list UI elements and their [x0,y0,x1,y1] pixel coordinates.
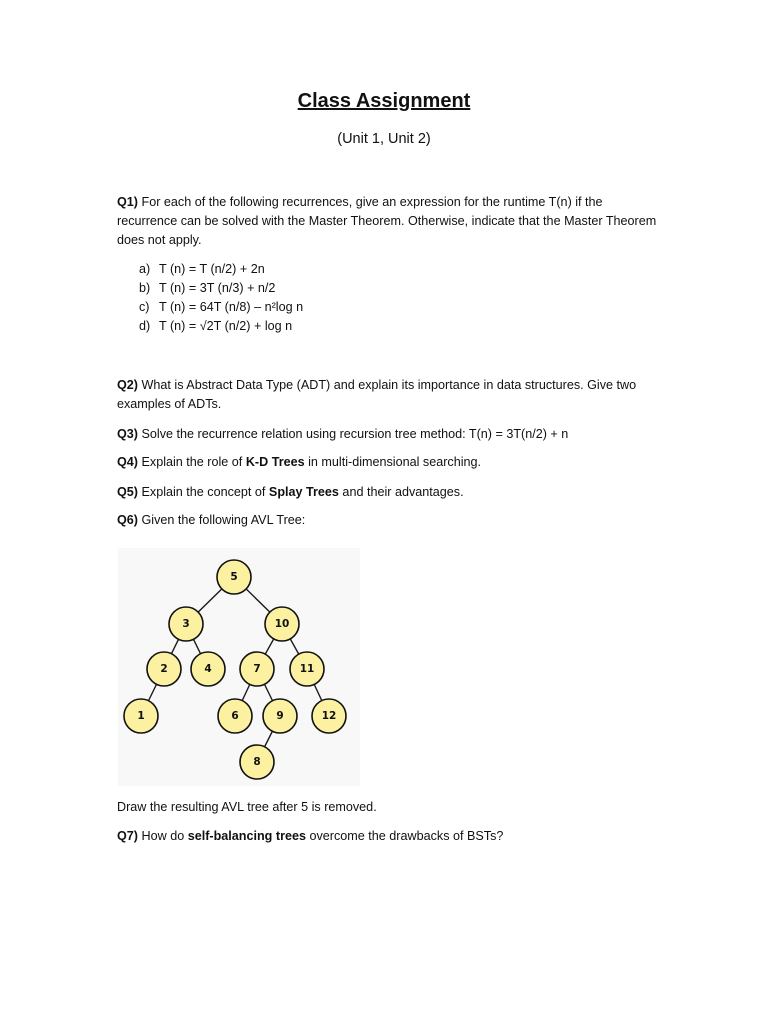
question-4-label: Q4) [117,455,138,469]
question-1-text: For each of the following recurrences, give an expression for the runtime T(n) if the recurrence can be solved with the Master Theorem. Otherwise, indicate that the Master Theorem does not apply. [117,195,657,247]
question-1 [117,193,662,250]
question-4-pre: Explain the role of [138,455,246,469]
avl-tree-diagram [118,548,360,786]
tree-node-5 [217,560,251,594]
question-3 [117,425,662,444]
question-7 [117,827,662,846]
svg-text:3: 3 [182,618,190,630]
svg-text:11: 11 [299,663,315,675]
question-5-pre: Explain the concept of [138,485,269,499]
q1-item-a [139,260,265,279]
question-7-label: Q7) [117,829,138,843]
tree-node-10 [265,607,299,641]
question-5-label: Q5) [117,485,138,499]
svg-text:9: 9 [276,710,284,722]
question-7-keyword: self-balancing trees [187,829,306,843]
avl-tree-figure [118,548,360,786]
question-6 [117,511,662,530]
q1-item-d [139,317,292,336]
tree-node-8 [240,745,274,779]
page-subtitle: (Unit 1, Unit 2) [337,131,431,147]
question-2-label: Q2) [117,378,138,392]
tree-node-4 [191,652,225,686]
question-4 [117,453,662,472]
question-3-label: Q3) [117,427,138,441]
tree-node-9 [263,699,297,733]
tree-node-11 [290,652,324,686]
question-5-post: and their advantages. [338,485,464,499]
q1-item-b [139,279,275,298]
question-5-keyword: Splay Trees [268,485,339,499]
svg-text:6: 6 [231,710,239,722]
svg-text:5: 5 [230,571,238,583]
svg-text:4: 4 [204,663,212,675]
question-6-label: Q6) [117,513,138,527]
tree-node-1 [124,699,158,733]
question-2 [117,376,662,414]
question-5 [117,483,662,502]
tree-node-6 [218,699,252,733]
q1-item-c-label: c) [139,300,150,314]
question-3-text: Solve the recurrence relation using recursion tree method: T(n) = 3T(n/2) + n [138,427,569,441]
tree-node-2 [147,652,181,686]
q1-item-d-label: d) [139,319,151,333]
q1-item-a-text: T (n) = T (n/2) + 2n [159,262,265,276]
q1-item-a-label: a) [139,262,151,276]
question-4-keyword: K-D Trees [245,455,305,469]
svg-text:1: 1 [137,710,145,722]
tree-node-12 [312,699,346,733]
svg-text:8: 8 [253,756,261,768]
question-1-label: Q1) [117,195,138,209]
page-title: Class Assignment [297,90,471,112]
tree-instruction: Draw the resulting AVL tree after 5 is removed. [117,800,377,814]
question-7-post: overcome the drawbacks of BSTs? [306,829,504,843]
question-4-post: in multi-dimensional searching. [304,455,482,469]
q1-item-d-text: T (n) = √2T (n/2) + log n [159,319,293,333]
question-6-text: Given the following AVL Tree: [138,513,306,527]
svg-text:7: 7 [253,663,261,675]
q1-item-b-text: T (n) = 3T (n/3) + n/2 [159,281,276,295]
svg-text:10: 10 [274,618,290,630]
tree-node-7 [240,652,274,686]
q1-item-c [139,298,303,317]
question-2-text: What is Abstract Data Type (ADT) and explain its importance in data structures. Give two examples of ADTs. [117,378,637,411]
svg-text:12: 12 [321,710,337,722]
q1-item-b-label: b) [139,281,151,295]
q1-item-c-text: T (n) = 64T (n/8) – n²log n [159,300,304,314]
svg-text:2: 2 [160,663,168,675]
question-7-pre: How do [138,829,188,843]
tree-node-3 [169,607,203,641]
